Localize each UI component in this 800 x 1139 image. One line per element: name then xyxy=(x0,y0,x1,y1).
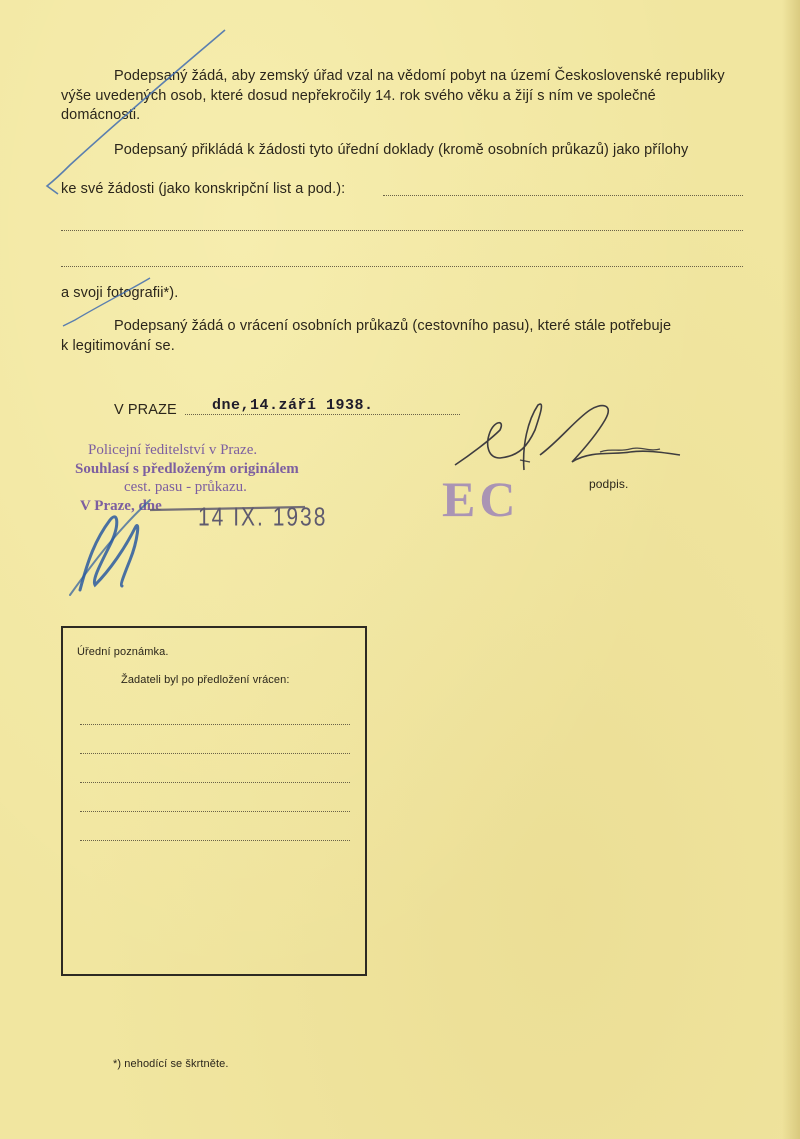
strike-mark-1 xyxy=(47,30,225,194)
police-stamp-line1: Policejní ředitelství v Praze. xyxy=(88,442,258,458)
official-notes-title: Úřední poznámka. xyxy=(77,646,169,658)
official-notes-subtitle: Žadateli byl po předložení vrácen: xyxy=(121,674,290,686)
paragraph2-line3: a svoji fotografii*). xyxy=(61,285,179,301)
signature-label: podpis. xyxy=(589,477,629,491)
paragraph1-line1: Podepsaný žádá, aby zemský úřad vzal na vědomí pobyt na území Československé republiky xyxy=(114,68,725,84)
paragraph2-line2: ke své žádosti (jako konskripční list a pod.): xyxy=(61,181,346,197)
signature xyxy=(455,404,541,470)
paragraph2-line1: Podepsaný přikládá k žádosti tyto úřední doklady (kromě osobních průkazů) jako přílohy xyxy=(114,142,689,158)
paragraph1-line2: výše uvedených osob, které dosud nepřekročily 14. rok svého věku a žijí s ním ve společné xyxy=(61,88,656,104)
ec-stamp: EC xyxy=(442,471,520,527)
footnote: *) nehodící se škrtněte. xyxy=(113,1058,229,1070)
police-stamp-line2: Souhlasí s předloženým originálem xyxy=(75,461,299,477)
police-stamp-date: 14 IX. 1938 xyxy=(198,503,328,532)
police-stamp-line3: cest. pasu - průkazu. xyxy=(124,479,247,495)
paragraph1-line3: domácnosti. xyxy=(61,107,141,123)
paragraph3-line2: k legitimování se. xyxy=(61,338,175,354)
place-label: V PRAZE xyxy=(114,402,177,418)
strike-mark-2 xyxy=(63,278,150,326)
initials-mark xyxy=(80,517,138,590)
paragraph3-line1: Podepsaný žádá o vrácení osobních průkazů (cestovního pasu), které stále potřebuje xyxy=(114,318,672,334)
typed-date: dne,14.září 1938. xyxy=(212,397,374,414)
police-stamp-line4: V Praze, dne xyxy=(80,498,162,514)
